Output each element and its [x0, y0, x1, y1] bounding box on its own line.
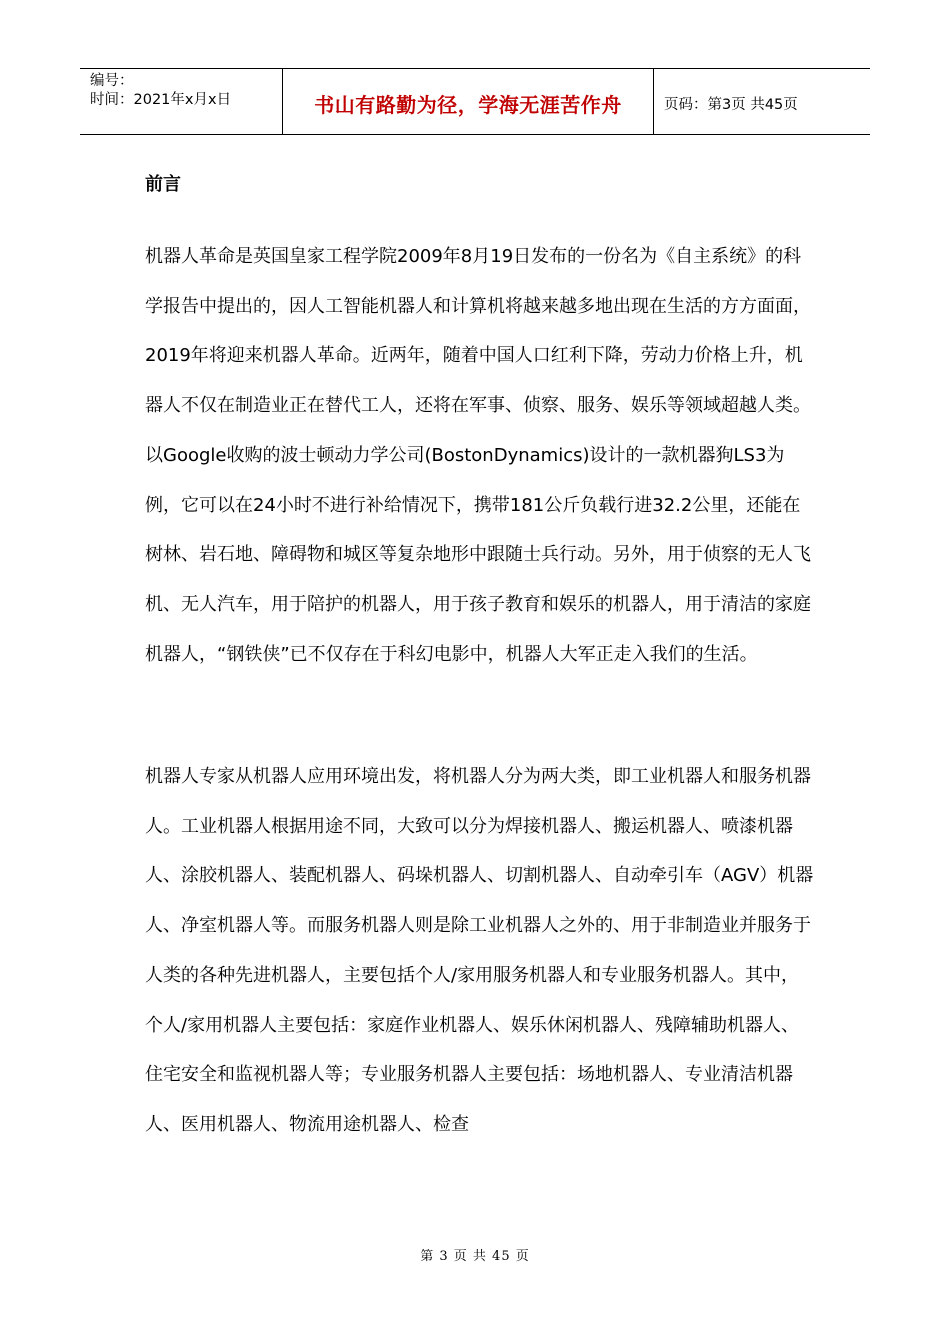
header-number-label: 编号：	[90, 73, 134, 89]
body-paragraph: 机器人专家从机器人应用环境出发，将机器人分为两大类，即工业机器人和服务机器人。工业机器人根据用途不同，大致可以分为焊接机器人、搬运机器人、喷漆机器人、涂胶机器人、装配机器人、码垛机器人、切割机器人、自动牵引车（AGV）机器人、净室机器人等。而服务机器人则是除工业机器人之外的、用于非制造业并服务于人类的各种先进机器人，主要包括个人/家用服务机器人和专业服务机器人。其中，个人/家用机器人主要包括：家庭作业机器人、娱乐休闲机器人、残障辅助机器人、住宅安全和监视机器人等；专业服务机器人主要包括：场地机器人、专业清洁机器人、医用机器人、物流用途机器人、检查	[145, 766, 814, 1135]
header-info-cell	[80, 69, 282, 134]
header-date-label: 时间：2021年x月x日	[90, 92, 232, 108]
page-footer: 第 3 页 共 45 页	[420, 1249, 530, 1264]
document-header	[80, 68, 870, 135]
header-motto: 书山有路勤为径，学海无涯苦作舟	[314, 93, 622, 117]
section-title: 前言	[145, 174, 181, 195]
header-page-label: 页码：第3页 共45页	[664, 97, 798, 113]
header-page-cell	[654, 69, 870, 134]
body-paragraph: 机器人革命是英国皇家工程学院2009年8月19日发布的一份名为《自主系统》的科学报告中提出的，因人工智能机器人和计算机将越来越多地出现在生活的方方面面，2019年将迎来机器人革命。近两年，随着中国人口红利下降，劳动力价格上升，机器人不仅在制造业正在替代工人，还将在军事、侦察、服务、娱乐等领域超越人类。以Google收购的波士顿动力学公司(BostonDynamics)设计的一款机器狗LS3为例，它可以在24小时不进行补给情况下，携带181公斤负载行进32.2公里，还能在树林、岩石地、障碍物和城区等复杂地形中跟随士兵行动。另外，用于侦察的无人飞机、无人汽车，用于陪护的机器人，用于孩子教育和娱乐的机器人，用于清洁的家庭机器人，“钢铁侠”已不仅存在于科幻电影中，机器人大军正走入我们的生活。	[145, 246, 811, 665]
header-motto-cell	[282, 69, 654, 134]
